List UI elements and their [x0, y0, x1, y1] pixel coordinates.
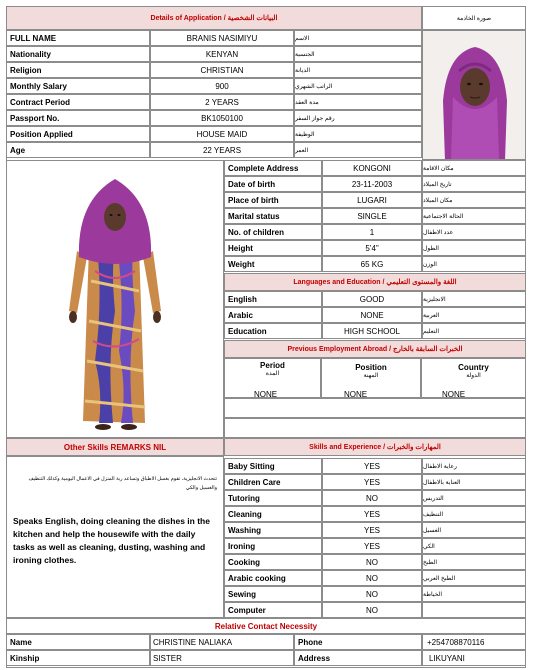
details-label: No. of children	[224, 224, 322, 240]
relative-address-value: LIKUYANI	[422, 650, 526, 666]
personal-ar: الجنسية	[294, 46, 422, 62]
skills-rows-label: Washing	[224, 522, 322, 538]
personal-value: 900	[150, 78, 294, 94]
headshot-photo	[422, 30, 526, 160]
languages-title: Languages and Education / اللغة والمستوى التعليمي	[293, 279, 457, 286]
employment-country-header: Country	[458, 363, 489, 372]
details-label: Complete Address	[224, 160, 322, 176]
languages-rows-value: NONE	[322, 307, 422, 323]
relative-kinship-value: SISTER	[150, 650, 294, 666]
personal-label: Religion	[6, 62, 150, 78]
employment-position-ar: المهنة	[363, 373, 379, 379]
employment-position-header: Position	[355, 363, 387, 372]
skills-rows-ar: الطبخ	[422, 554, 526, 570]
skills-rows-ar: الكي	[422, 538, 526, 554]
details-ar: الطول	[422, 240, 526, 256]
details-value: 5’4”	[322, 240, 422, 256]
languages-rows-value: HIGH SCHOOL	[322, 323, 422, 339]
relative-kinship-label: Kinship	[6, 650, 150, 666]
details-value: 23-11-2003	[322, 176, 422, 192]
employment-country-ar: الدولة	[466, 373, 481, 379]
languages-rows-value: GOOD	[322, 291, 422, 307]
headshot-image	[423, 31, 526, 160]
details-value: SINGLE	[322, 208, 422, 224]
relative-name-label: Name	[6, 634, 150, 650]
details-ar: مكان الاقامة	[422, 160, 526, 176]
details-value: 1	[322, 224, 422, 240]
skills-rows-value: YES	[322, 474, 422, 490]
skills-rows-label: Tutoring	[224, 490, 322, 506]
relative-header	[6, 618, 526, 634]
employment-table	[224, 358, 526, 438]
details-ar: الوزن	[422, 256, 526, 272]
photo-label: صورة الخادمة	[456, 15, 492, 22]
details-label: Weight	[224, 256, 322, 272]
details-ar: تاريخ الميلاد	[422, 176, 526, 192]
personal-value: BRANIS NASIMIYU	[150, 30, 294, 46]
fullbody-photo	[6, 160, 224, 438]
personal-ar: العمر	[294, 142, 422, 158]
employment-col-position	[321, 358, 421, 398]
skills-rows-value: YES	[322, 458, 422, 474]
languages-rows-ar: العربية	[422, 307, 526, 323]
details-title: Details of Application / البيانات الشخصية	[150, 15, 278, 22]
personal-ar: الوظيفة	[294, 126, 422, 142]
personal-ar: الاسم	[294, 30, 422, 46]
other-skills-header	[6, 438, 224, 456]
other-skills-box	[6, 456, 224, 618]
details-label: Marital status	[224, 208, 322, 224]
skills-rows-value: NO	[322, 586, 422, 602]
personal-ar: الديانة	[294, 62, 422, 78]
skills-rows-ar: الخياطة	[422, 586, 526, 602]
other-skills-ar-text: تتحدث الانجليزية، تقوم بغسل الاطباق وتساعد ربة المنزل في الاعمال اليومية وكذلك التنظيف والغسيل والكي	[28, 476, 217, 491]
skills-rows-label: Children Care	[224, 474, 322, 490]
personal-value: BK1050100	[150, 110, 294, 126]
employment-header	[224, 340, 526, 358]
details-value: LUGARI	[322, 192, 422, 208]
skills-title: Skills and Experience / المهارات والخبرات	[309, 444, 441, 451]
skills-rows-ar: الطبخ العربي	[422, 570, 526, 586]
personal-value: KENYAN	[150, 46, 294, 62]
other-skills-title: Other Skills REMARKS NIL	[63, 442, 167, 452]
skills-rows-label: Sewing	[224, 586, 322, 602]
details-ar: عدد الاطفال	[422, 224, 526, 240]
fullbody-image	[7, 161, 224, 438]
skills-rows-ar: التدريس	[422, 490, 526, 506]
languages-rows-label: Education	[224, 323, 322, 339]
details-label: Height	[224, 240, 322, 256]
languages-rows-label: Arabic	[224, 307, 322, 323]
personal-value: 22 YEARS	[150, 142, 294, 158]
skills-rows-ar: الغسيل	[422, 522, 526, 538]
details-value: 65 KG	[322, 256, 422, 272]
details-label: Place of birth	[224, 192, 322, 208]
skills-rows-label: Cooking	[224, 554, 322, 570]
employment-col-country	[421, 358, 526, 398]
skills-rows-value: NO	[322, 570, 422, 586]
personal-label: Position Applied	[6, 126, 150, 142]
details-value: KONGONI	[322, 160, 422, 176]
skills-rows-ar	[422, 602, 526, 618]
skills-rows-label: Cleaning	[224, 506, 322, 522]
personal-label: Age	[6, 142, 150, 158]
skills-rows-label: Computer	[224, 602, 322, 618]
skills-rows-label: Ironing	[224, 538, 322, 554]
personal-label: Contract Period	[6, 94, 150, 110]
personal-label: Passport No.	[6, 110, 150, 126]
skills-rows-value: YES	[322, 522, 422, 538]
skills-rows-label: Arabic cooking	[224, 570, 322, 586]
languages-rows-label: English	[224, 291, 322, 307]
languages-header	[224, 273, 526, 291]
skills-rows-value: NO	[322, 554, 422, 570]
skills-header	[224, 438, 526, 456]
employment-blank-row	[224, 398, 526, 418]
relative-address-label: Address	[294, 650, 422, 666]
details-label: Date of birth	[224, 176, 322, 192]
relative-title: Relative Contact Necessity	[214, 621, 318, 631]
employment-position-value: NONE	[344, 390, 368, 399]
skills-rows-ar: رعاية الاطفال	[422, 458, 526, 474]
skills-rows-ar: التنظيف	[422, 506, 526, 522]
employment-title: Previous Employment Abroad / الخبرات السابقة بالخارج	[287, 346, 463, 353]
personal-value: 2 YEARS	[150, 94, 294, 110]
skills-rows-value: NO	[322, 490, 422, 506]
skills-rows-label: Baby Sitting	[224, 458, 322, 474]
employment-blank-row	[224, 418, 526, 438]
personal-label: Nationality	[6, 46, 150, 62]
personal-label: Monthly Salary	[6, 78, 150, 94]
details-header	[6, 6, 422, 30]
personal-label: FULL NAME	[6, 30, 150, 46]
relative-name-value: CHRISTINE NALIAKA	[150, 634, 294, 650]
employment-country-value: NONE	[442, 390, 466, 399]
skills-rows-value: NO	[322, 602, 422, 618]
details-ar: مكان الميلاد	[422, 192, 526, 208]
other-skills-en-text: Speaks English, doing cleaning the dishes in the kitchen and help the housewife with the daily tasks as well as cleaning, dusting, washing and ironing clothes.	[13, 516, 210, 565]
employment-period-ar: المدة	[265, 371, 280, 377]
relative-phone-label: Phone	[294, 634, 422, 650]
languages-rows-ar: الانجليزية	[422, 291, 526, 307]
skills-rows-value: YES	[322, 506, 422, 522]
personal-value: HOUSE MAID	[150, 126, 294, 142]
skills-rows-ar: العناية بالاطفال	[422, 474, 526, 490]
personal-ar: الراتب الشهري	[294, 78, 422, 94]
skills-rows-value: YES	[322, 538, 422, 554]
employment-period-header: Period	[260, 361, 285, 370]
photo-label-cell	[422, 6, 526, 30]
personal-ar: رقم جواز السفر	[294, 110, 422, 126]
relative-phone-value: +254708870116	[422, 634, 526, 650]
personal-ar: مدة العقد	[294, 94, 422, 110]
personal-value: CHRISTIAN	[150, 62, 294, 78]
languages-rows-ar: التعليم	[422, 323, 526, 339]
employment-period-value: NONE	[254, 390, 278, 399]
details-ar: الحالة الاجتماعية	[422, 208, 526, 224]
